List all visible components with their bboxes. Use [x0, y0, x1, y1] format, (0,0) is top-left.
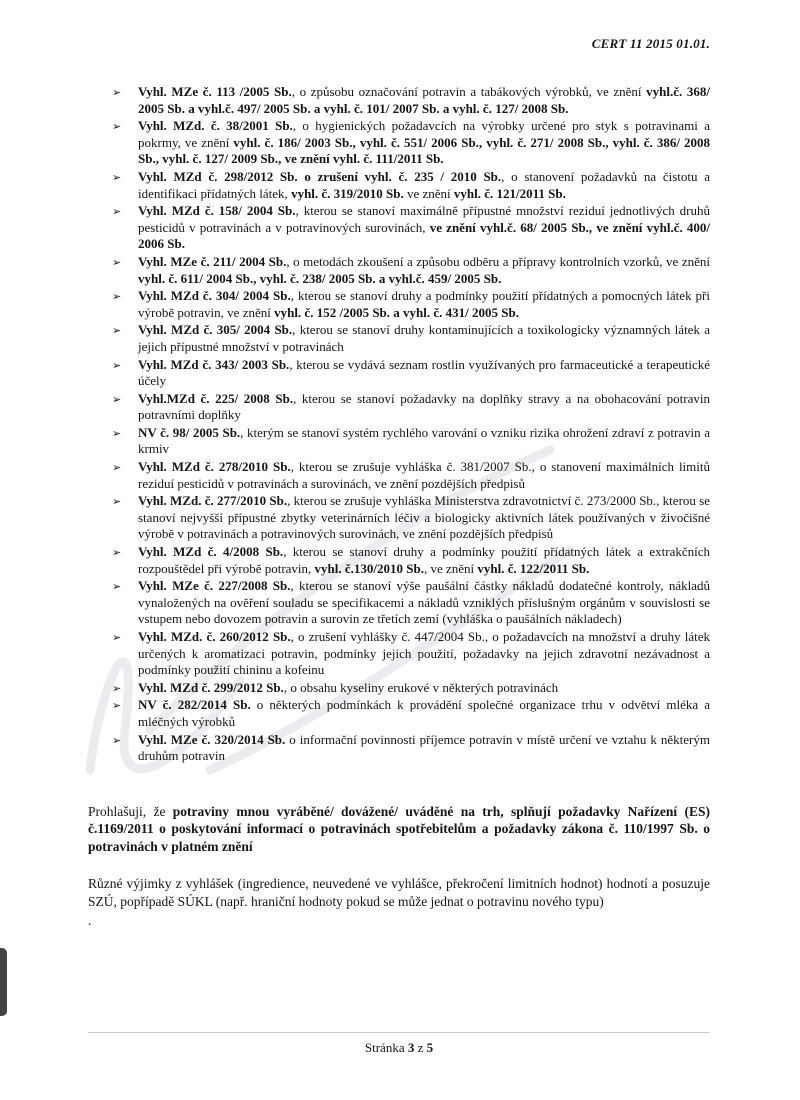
stray-period: . [88, 913, 92, 929]
list-item-text: NV č. 98/ 2005 Sb., kterým se stanoví systém rychlého varování o vzniku rizika ohrožení zdraví z potravin a krmiv [138, 424, 710, 457]
list-item [112, 203, 710, 253]
arrow-bullet-icon: ➢ [112, 631, 122, 644]
list-item-text: Vyhl. MZd č. 298/2012 Sb. o zrušení vyhl. č. 235 / 2010 Sb., o stanovení požadavků na čistotu a identifikaci přídatných látek, vyhl. č. 319/2010 Sb. ve znění vyhl. č. 121/2011 Sb. [138, 168, 710, 201]
footer-page-number: 3 [407, 1040, 415, 1055]
list-item-text: Vyhl. MZd. č. 260/2012 Sb., o zrušení vyhlášky č. 447/2004 Sb., o požadavcích na množství a druhy látek určených k aromatizaci potravin, podmínky jejich použití, požadavky na jejich zdravotní nezávadnost a podmínky použití chininu a kofeinu [138, 629, 710, 678]
arrow-bullet-icon: ➢ [112, 580, 122, 594]
list-item-text: Vyhl. MZd. č. 277/2010 Sb., kterou se zrušuje vyhláška Ministerstva zdravotnictví č. 273/2000 Sb., kterou se stanoví nejvyšší přípustné zbytky veterinárních léčiv a biologicky aktivních látek používaných v živočišné výrobě v potravinách a potravinových surovinách, ve znění pozdějších předpisů [138, 493, 710, 542]
footer-page-label-prefix: Stránka [364, 1040, 408, 1055]
scan-smudge [0, 948, 7, 1016]
footer [88, 1032, 710, 1056]
list-item [112, 629, 710, 679]
list-item-text: Vyhl. MZe č. 113 /2005 Sb., o způsobu označování potravin a tabákových výrobků, ve znění vyhl.č. 368/ 2005 Sb. a vyhl.č. 497/ 2005 Sb. a vyhl. č. 101/ 2007 Sb. a vyhl. č. 127/ 2008 Sb. [138, 84, 710, 116]
list-item-text: Vyhl. MZd č. 278/2010 Sb., kterou se zrušuje vyhláška č. 381/2007 Sb., o stanovení maximálních limitů reziduí pesticidů v potravinách a surovinách, ve znění pozdějších předpisů [138, 459, 710, 491]
list-item-text: Vyhl. MZe č. 227/2008 Sb., kterou se stanoví výše paušální částky nákladů dodatečné kontroly, nákladů vynaložených na ověření souladu se specifikacemi a nákladů vzniklých příslušným orgánům v souvislosti se vstupem nebo dovozem potravin a surovin ze třetích zemí (vyhláška o paušálních nákladech) [138, 578, 710, 627]
footer-page-label-separator: z [414, 1040, 427, 1055]
list-item-text: Vyhl.MZd č. 225/ 2008 Sb., kterou se stanoví požadavky na doplňky stravy a na obohacování potravin potravními doplňky [138, 390, 710, 423]
declaration-paragraph: Prohlašuji, že potraviny mnou vyráběné/ dovážené/ uváděné na trh, splňují požadavky Nařízení (ES) č.1169/2011 o poskytování informací o potravinách spotřebitelům a požadavky zákona č. 110/1997 Sb. o potravinách v platném znění [88, 803, 710, 854]
list-item [112, 680, 710, 697]
arrow-bullet-icon: ➢ [112, 461, 122, 475]
header-right-text: CERT 11 2015 01.01. [591, 36, 710, 51]
list-item [112, 697, 710, 730]
list-item [112, 493, 710, 543]
arrow-bullet-icon: ➢ [112, 290, 122, 304]
list-item-text: Vyhl. MZd č. 305/ 2004 Sb., kterou se stanoví druhy kontaminujících a toxikologicky významných látek a jejich přípustné množství v potravinách [138, 322, 710, 354]
list-item [112, 322, 710, 355]
list-item [112, 84, 710, 117]
arrow-bullet-icon: ➢ [112, 120, 122, 134]
arrow-bullet-icon: ➢ [112, 358, 122, 372]
list-item-text: Vyhl. MZd č. 299/2012 Sb., o obsahu kyseliny erukové v některých potravinách [138, 679, 559, 695]
list-item [112, 425, 710, 458]
arrow-bullet-icon: ➢ [112, 681, 122, 695]
list-item [112, 732, 710, 765]
list-item-text: Vyhl. MZd č. 4/2008 Sb., kterou se stanoví druhy a podmínky použití přídatných látek a extrakčních rozpouštědel při výrobě potravin, vyhl. č.130/2010 Sb., ve znění vyhl. č. 122/2011 Sb. [138, 544, 710, 576]
arrow-bullet-icon: ➢ [112, 495, 122, 509]
list-item [112, 288, 710, 321]
arrow-bullet-icon: ➢ [112, 324, 122, 338]
list-item [112, 459, 710, 492]
list-item [112, 544, 710, 577]
list-item-text: Vyhl. MZd č. 343/ 2003 Sb., kterou se vydává seznam rostlin využívaných pro farmaceutické a terapeutické účely [138, 356, 710, 389]
list-item [112, 391, 710, 424]
list-item [112, 357, 710, 390]
arrow-bullet-icon: ➢ [112, 86, 122, 99]
footer-page-total: 5 [426, 1040, 434, 1055]
list-item-text: Vyhl. MZe č. 320/2014 Sb. o informační povinnosti příjemce potravin v místě určení ve vztahu k některým druhům potravin [138, 731, 710, 764]
list-item-text: NV č. 282/2014 Sb. o některých podmínkách k provádění společné organizace trhu v odvětví mléka a mléčných výrobků [138, 697, 710, 729]
arrow-bullet-icon: ➢ [112, 426, 122, 440]
exceptions-paragraph: Různé výjimky z vyhlášek (ingredience, neuvedené ve vyhlášce, překročení limitních hodnot) hodnotí a posuzuje SZÚ, popřípadě SÚKL (např. hraniční hodnoty pokud se může jednat o potravinu nového typu) [88, 876, 710, 909]
list-item [112, 169, 710, 202]
arrow-bullet-icon: ➢ [112, 170, 122, 184]
arrow-bullet-icon: ➢ [112, 255, 122, 269]
list-item [112, 118, 710, 168]
decree-list [112, 84, 710, 765]
list-item [112, 254, 710, 287]
arrow-bullet-icon: ➢ [112, 733, 122, 747]
arrow-bullet-icon: ➢ [112, 546, 122, 560]
list-item-text: Vyhl. MZd. č. 38/2001 Sb., o hygienických požadavcích na výrobky určené pro styk s potravinami a pokrmy, ve znění vyhl. č. 186/ 2003 Sb., vyhl. č. 551/ 2006 Sb., vyhl. č. 271/ 2008 Sb., vyhl. č. 386/ 2008 Sb., vyhl. č. 127/ 2009 Sb., ve znění vyhl. č. 111/2011 Sb. [138, 118, 710, 167]
arrow-bullet-icon: ➢ [112, 392, 122, 406]
list-item [112, 578, 710, 628]
list-item-text: Vyhl. MZd č. 304/ 2004 Sb., kterou se stanoví druhy a podmínky použití přídatných a pomocných látek při výrobě potravin, ve znění vyhl. č. 152 /2005 Sb. a vyhl. č. 431/ 2005 Sb. [138, 288, 710, 320]
arrow-bullet-icon: ➢ [112, 205, 122, 219]
list-item-text: Vyhl. MZd č. 158/ 2004 Sb., kterou se stanoví maximálně přípustné množství reziduí jednotlivých druhů pesticidů v potravinách a v potravinových surovinách, ve znění vyhl.č. 68/ 2005 Sb., ve znění vyhl.č. 400/ 2006 Sb. [138, 203, 711, 252]
list-item-text: Vyhl. MZe č. 211/ 2004 Sb., o metodách zkoušení a způsobu odběru a přípravy kontrolních vzorků, ve znění vyhl. č. 611/ 2004 Sb., vyhl. č. 238/ 2005 Sb. a vyhl.č. 459/ 2005 Sb. [138, 253, 710, 286]
arrow-bullet-icon: ➢ [112, 699, 122, 713]
